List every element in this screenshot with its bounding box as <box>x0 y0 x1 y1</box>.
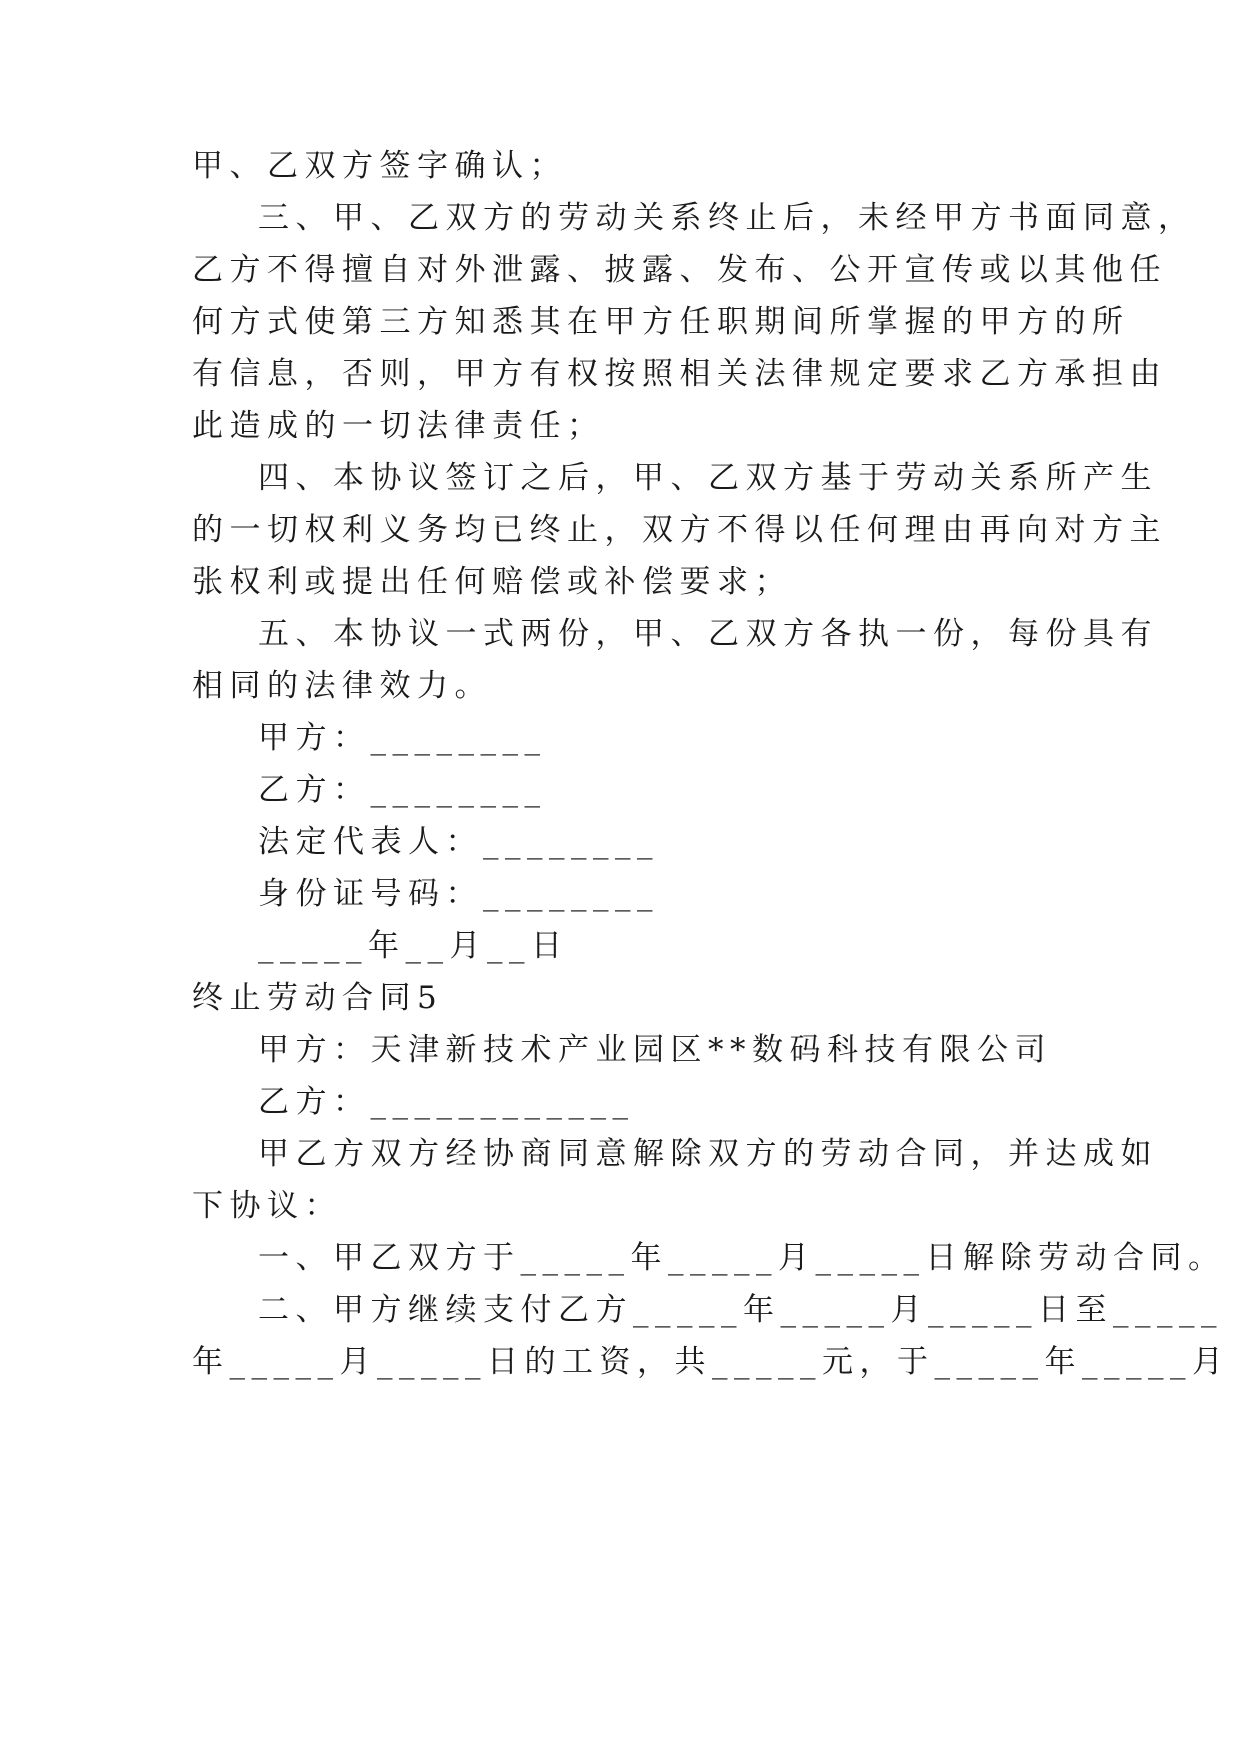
text-line: 年_____月_____日的工资，共_____元，于_____年_____月 <box>192 1344 1230 1380</box>
agreement-intro: 甲乙方双方经协商同意解除双方的劳动合同，并达成如 <box>258 1136 1158 1172</box>
text-line: 下协议： <box>192 1188 342 1224</box>
text-line: 张权利或提出任何赔偿或补偿要求； <box>192 564 792 600</box>
text-line: 乙方不得擅自对外泄露、披露、发布、公开宣传或以其他任 <box>192 252 1167 288</box>
paragraph-5-start: 五、本协议一式两份，甲、乙双方各执一份，每份具有 <box>258 616 1158 652</box>
paragraph-3-start: 三、甲、乙双方的劳动关系终止后，未经甲方书面同意， <box>258 200 1196 236</box>
text-line: 何方式使第三方知悉其在甲方任职期间所掌握的甲方的所 <box>192 304 1130 340</box>
party-a-name: 甲方：天津新技术产业园区**数码科技有限公司 <box>258 1032 1052 1068</box>
legal-representative-line: 法定代表人：________ <box>258 824 659 860</box>
text-line: 相同的法律效力。 <box>192 668 492 704</box>
section-title: 终止劳动合同5 <box>192 980 444 1016</box>
text-line: 甲、乙双方签字确认； <box>192 148 567 184</box>
text-line: 此造成的一切法律责任； <box>192 408 605 444</box>
paragraph-4-start: 四、本协议签订之后，甲、乙双方基于劳动关系所产生 <box>258 460 1158 496</box>
id-number-line: 身份证号码：________ <box>258 876 659 912</box>
party-a-signature-line: 甲方：________ <box>258 720 547 756</box>
clause-1: 一、甲乙双方于_____年_____月_____日解除劳动合同。 <box>258 1240 1226 1276</box>
party-b-signature-line: 乙方：________ <box>258 772 547 808</box>
clause-2: 二、甲方继续支付乙方_____年_____月_____日至_____ <box>258 1292 1223 1328</box>
date-line: _____年__月__日 <box>258 928 569 964</box>
text-line: 的一切权利义务均已终止，双方不得以任何理由再向对方主 <box>192 512 1167 548</box>
text-line: 有信息，否则，甲方有权按照相关法律规定要求乙方承担由 <box>192 356 1167 392</box>
party-b-blank: 乙方：____________ <box>258 1084 635 1120</box>
